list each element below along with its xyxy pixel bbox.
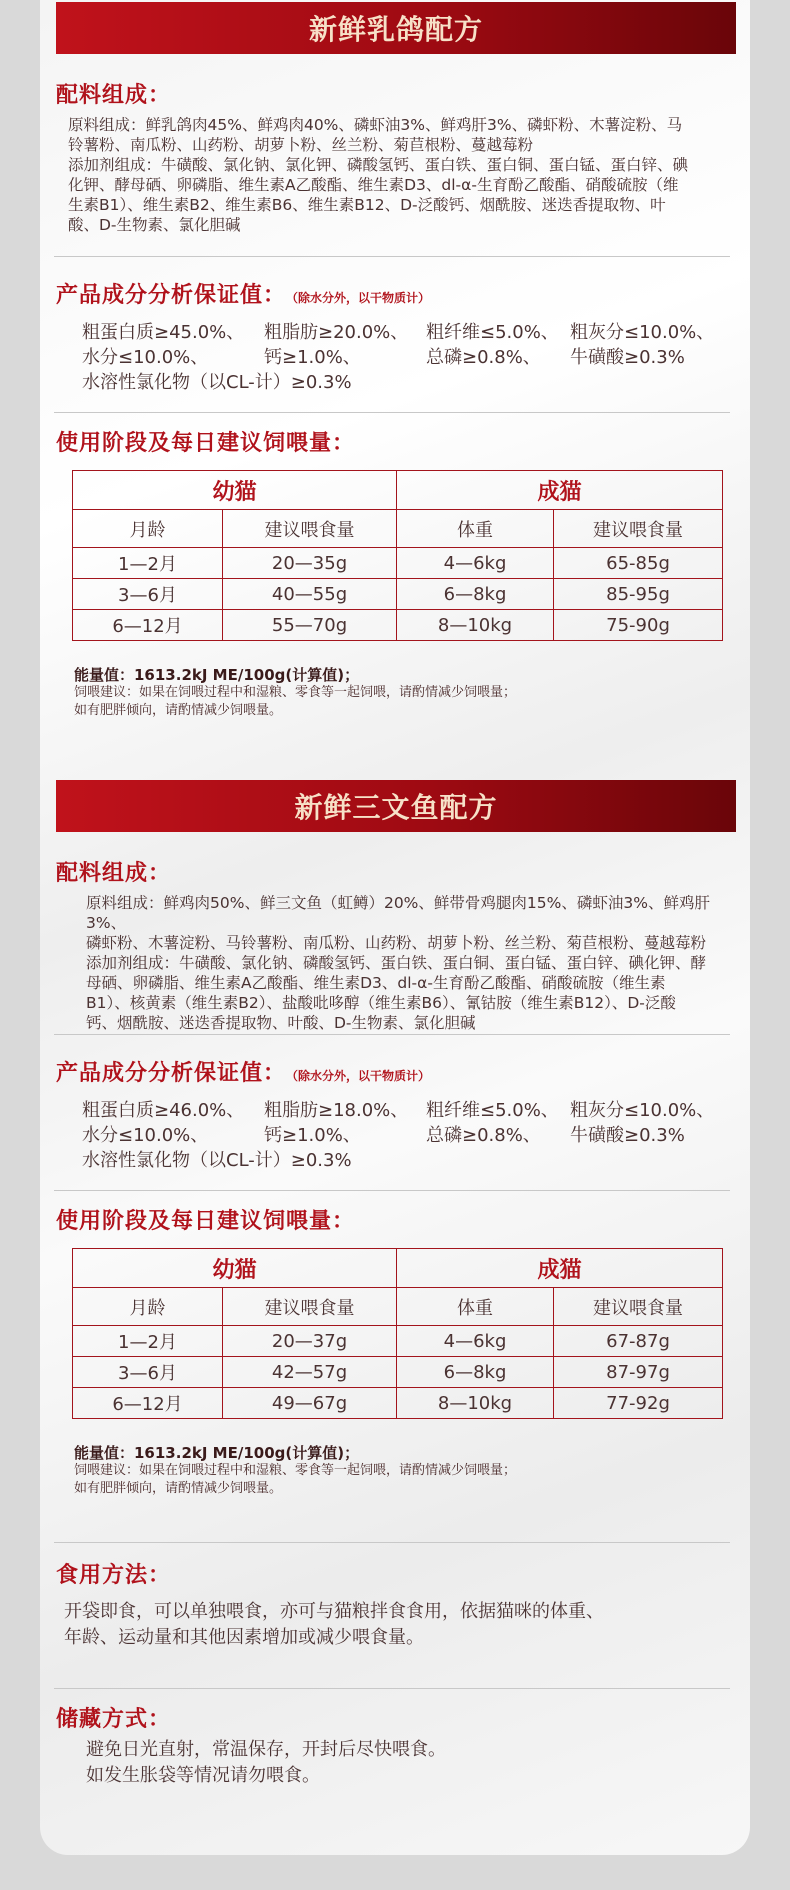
divider [54, 1542, 730, 1543]
table-cell: 40—55g [223, 579, 397, 610]
nutrient-value: 粗纤维≤5.0%、 [426, 1100, 559, 1121]
nutrient-value: 粗灰分≤10.0%、 [570, 1100, 715, 1121]
ingredients-line: 化钾、酵母硒、卵磷脂、维生素A乙酸酯、维生素D3、dl-α-生育酚乙酸酯、硝酸硫胺（维 [68, 176, 679, 194]
ingredients-line: 添加剂组成：牛磺酸、氯化钠、磷酸氢钙、蛋白铁、蛋白铜、蛋白锰、蛋白锌、碘化钾、酵 [86, 954, 707, 972]
analysis-heading: 产品成分分析保证值： [56, 283, 287, 308]
usage-text [64, 1599, 736, 1651]
table-cell: 3—6月 [73, 1357, 223, 1388]
table-group-adult: 成猫 [397, 471, 723, 510]
ingredients-line: B1）、核黄素（维生素B2）、盐酸吡哆醇（维生素B6）、氰钴胺（维生素B12）、D-泛酸 [86, 994, 676, 1012]
ingredients-line: 酸、D-生物素、氯化胆碱 [68, 216, 241, 234]
nutrient-value: 总磷≥0.8%、 [426, 1125, 541, 1146]
recipe-2-analysis-heading [56, 1056, 736, 1087]
usage-section [56, 1558, 736, 1651]
table-row [73, 1326, 723, 1357]
nutrient-value: 总磷≥0.8%、 [426, 347, 541, 368]
ingredients-line: 生素B1）、维生素B2、维生素B6、维生素B12、D-泛酸钙、烟酰胺、迷迭香提取物、叶 [68, 196, 666, 214]
recipe-2-feeding-heading [56, 1204, 736, 1235]
product-info-card [40, 0, 750, 1855]
nutrient-value: 粗纤维≤5.0%、 [426, 322, 559, 343]
recipe-2-ingredients [56, 856, 736, 1033]
nutrient-value: 粗灰分≤10.0%、 [570, 322, 715, 343]
ingredients-text [86, 893, 736, 1033]
nutrient-value: 水分≤10.0%、 [82, 1125, 209, 1146]
table-col-header: 月龄 [73, 1288, 223, 1326]
divider [54, 256, 730, 257]
energy-value: 能量值：1613.2kJ ME/100g(计算值)； [74, 1444, 360, 1462]
recipe-1-banner: 新鲜乳鸽配方 [56, 2, 736, 54]
nutrient-value: 粗脂肪≥20.0%、 [264, 322, 409, 343]
recipe-1-feeding-table [72, 470, 723, 641]
table-cell: 87-97g [554, 1357, 723, 1388]
table-cell: 42—57g [223, 1357, 397, 1388]
feeding-advice: 饲喂建议：如果在饲喂过程中和湿粮、零食等一起饲喂，请酌情减少饲喂量； [74, 685, 517, 700]
table-group-kitten: 幼猫 [73, 1249, 397, 1288]
table-cell: 4—6kg [397, 1326, 554, 1357]
table-col-header: 建议喂食量 [554, 1288, 723, 1326]
analysis-heading: 产品成分分析保证值： [56, 1061, 287, 1086]
ingredients-line: 钙、烟酰胺、迷迭香提取物、叶酸、D-生物素、氯化胆碱 [86, 1014, 476, 1032]
ingredients-text [68, 115, 736, 235]
analysis-note: （除水分外，以干物质计） [292, 1069, 431, 1083]
nutrient-value: 牛磺酸≥0.3% [570, 347, 685, 368]
table-cell: 75-90g [554, 610, 723, 641]
ingredients-line: 原料组成：鲜鸡肉50%、鲜三文鱼（虹鳟）20%、鲜带骨鸡腿肉15%、磷虾油3%、鲜鸡肝3%、 [86, 894, 710, 932]
table-col-header: 建议喂食量 [223, 1288, 397, 1326]
nutrient-value: 钙≥1.0%、 [264, 1125, 361, 1146]
table-cell: 20—37g [223, 1326, 397, 1357]
table-cell: 49—67g [223, 1388, 397, 1419]
table-col-header: 月龄 [73, 510, 223, 548]
usage-heading: 食用方法： [56, 1563, 172, 1588]
table-group-adult: 成猫 [397, 1249, 723, 1288]
ingredients-line: 添加剂组成：牛磺酸、氯化钠、氯化钾、磷酸氢钙、蛋白铁、蛋白铜、蛋白锰、蛋白锌、碘 [68, 156, 689, 174]
table-row [73, 1388, 723, 1419]
table-cell: 8—10kg [397, 1388, 554, 1419]
table-row [73, 548, 723, 579]
storage-line: 避免日光直射，常温保存，开封后尽快喂食。 [86, 1739, 446, 1760]
storage-text [86, 1737, 736, 1789]
table-col-header: 建议喂食量 [554, 510, 723, 548]
feeding-advice: 饲喂建议：如果在饲喂过程中和湿粮、零食等一起饲喂，请酌情减少饲喂量； [74, 1463, 517, 1478]
feeding-heading: 使用阶段及每日建议饲喂量： [56, 1209, 356, 1234]
divider [54, 1034, 730, 1035]
table-col-header: 体重 [397, 1288, 554, 1326]
storage-heading: 储藏方式： [56, 1707, 172, 1732]
table-group-kitten: 幼猫 [73, 471, 397, 510]
table-cell: 1—2月 [73, 1326, 223, 1357]
table-cell: 67-87g [554, 1326, 723, 1357]
ingredients-line: 原料组成：鲜乳鸽肉45%、鲜鸡肉40%、磷虾油3%、鲜鸡肝3%、磷虾粉、木薯淀粉、马 [68, 116, 683, 134]
table-cell: 6—12月 [73, 610, 223, 641]
table-cell: 4—6kg [397, 548, 554, 579]
table-col-header: 建议喂食量 [223, 510, 397, 548]
ingredients-line: 铃薯粉、南瓜粉、山药粉、胡萝卜粉、丝兰粉、菊苣根粉、蔓越莓粉 [68, 136, 534, 154]
ingredients-heading: 配料组成： [56, 861, 172, 886]
nutrient-value: 粗脂肪≥18.0%、 [264, 1100, 409, 1121]
feeding-advice: 如有肥胖倾向，请酌情减少饲喂量。 [74, 703, 283, 718]
recipe-1-energy-block [74, 666, 516, 720]
usage-line: 开袋即食，可以单独喂食，亦可与猫粮拌食食用，依据猫咪的体重、 [64, 1601, 604, 1622]
table-cell: 20—35g [223, 548, 397, 579]
nutrient-value: 牛磺酸≥0.3% [570, 1125, 685, 1146]
nutrient-value: 粗蛋白质≥46.0%、 [82, 1100, 245, 1121]
table-cell: 8—10kg [397, 610, 554, 641]
ingredients-line: 磷虾粉、木薯淀粉、马铃薯粉、南瓜粉、山药粉、胡萝卜粉、丝兰粉、菊苣根粉、蔓越莓粉 [86, 934, 707, 952]
ingredients-heading: 配料组成： [56, 83, 172, 108]
nutrient-value: 水溶性氯化物（以CL-计）≥0.3% [82, 1150, 352, 1171]
table-row [73, 1357, 723, 1388]
divider [54, 1688, 730, 1689]
storage-line: 如发生胀袋等情况请勿喂食。 [86, 1765, 320, 1786]
table-cell: 6—8kg [397, 1357, 554, 1388]
energy-value: 能量值：1613.2kJ ME/100g(计算值)； [74, 666, 360, 684]
nutrient-value: 水分≤10.0%、 [82, 347, 209, 368]
recipe-2-feeding-table [72, 1248, 723, 1419]
table-row [73, 610, 723, 641]
feeding-heading: 使用阶段及每日建议饲喂量： [56, 431, 356, 456]
ingredients-line: 母硒、卵磷脂、维生素A乙酸酯、维生素D3、dl-α-生育酚乙酸酯、硝酸硫胺（维生素 [86, 974, 666, 992]
table-cell: 65-85g [554, 548, 723, 579]
table-cell: 1—2月 [73, 548, 223, 579]
recipe-1-analysis-heading [56, 278, 736, 309]
table-row [73, 579, 723, 610]
table-col-header: 体重 [397, 510, 554, 548]
recipe-2-energy-block [74, 1444, 516, 1498]
analysis-note: （除水分外，以干物质计） [292, 291, 431, 305]
recipe-1-feeding-heading [56, 426, 736, 457]
table-cell: 85-95g [554, 579, 723, 610]
nutrient-value: 水溶性氯化物（以CL-计）≥0.3% [82, 372, 352, 393]
table-cell: 6—8kg [397, 579, 554, 610]
table-cell: 6—12月 [73, 1388, 223, 1419]
usage-line: 年龄、运动量和其他因素增加或减少喂食量。 [64, 1627, 424, 1648]
table-cell: 55—70g [223, 610, 397, 641]
storage-section [56, 1702, 736, 1789]
divider [54, 412, 730, 413]
recipe-1-analysis-values [82, 320, 750, 395]
feeding-advice: 如有肥胖倾向，请酌情减少饲喂量。 [74, 1481, 283, 1496]
nutrient-value: 粗蛋白质≥45.0%、 [82, 322, 245, 343]
divider [54, 1190, 730, 1191]
recipe-2-banner: 新鲜三文鱼配方 [56, 780, 736, 832]
nutrient-value: 钙≥1.0%、 [264, 347, 361, 368]
table-cell: 77-92g [554, 1388, 723, 1419]
recipe-1-ingredients [56, 78, 736, 235]
table-cell: 3—6月 [73, 579, 223, 610]
recipe-2-analysis-values [82, 1098, 750, 1173]
